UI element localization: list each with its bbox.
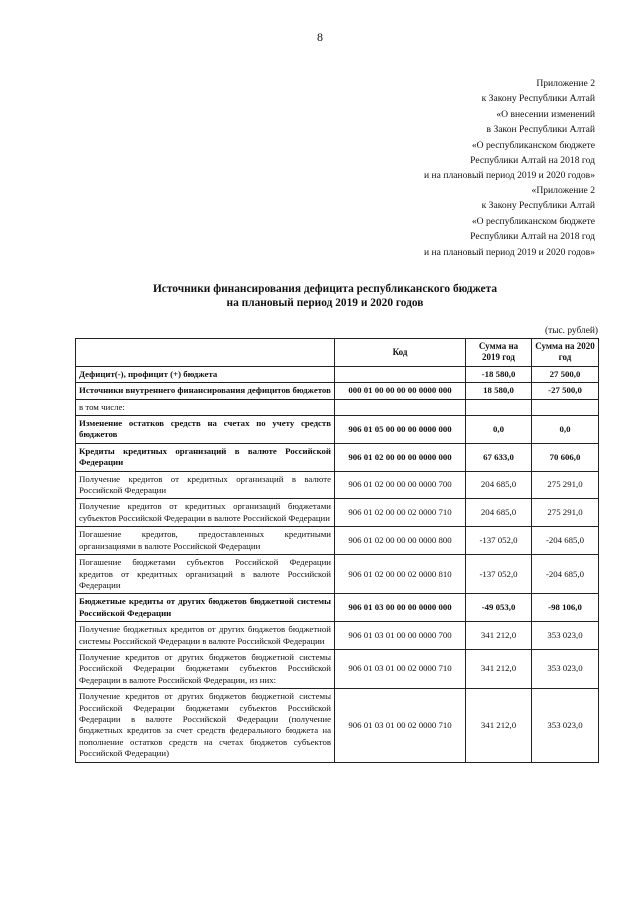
row-value-2020: 353 023,0	[532, 622, 599, 650]
row-code	[335, 366, 466, 382]
table-row	[76, 383, 599, 399]
row-value-2020: -204 685,0	[532, 555, 599, 594]
row-code: 906 01 03 01 00 02 0000 710	[335, 689, 466, 762]
annex-header-budget-law	[424, 183, 595, 260]
row-value-2020: -98 106,0	[532, 594, 599, 622]
row-name: Бюджетные кредиты от других бюджетов бюджетной системы Российской Федерации	[76, 594, 335, 622]
row-code: 906 01 02 00 00 00 0000 800	[335, 527, 466, 555]
annex-line: и на плановый период 2019 и 2020 годов»	[424, 246, 595, 258]
document-title	[60, 282, 590, 310]
row-code: 906 01 02 00 00 00 0000 700	[335, 471, 466, 499]
row-code: 906 01 03 01 00 00 0000 700	[335, 622, 466, 650]
row-value-2019: 341 212,0	[466, 622, 532, 650]
row-value-2020: 275 291,0	[532, 471, 599, 499]
annex-line: и на плановый период 2019 и 2020 годов»	[424, 170, 595, 182]
table-row	[76, 366, 599, 382]
row-value-2019: -49 053,0	[466, 594, 532, 622]
table-row	[76, 555, 599, 594]
row-value-2020: 70 606,0	[532, 443, 599, 471]
table-row	[76, 594, 599, 622]
row-value-2020: 353 023,0	[532, 649, 599, 688]
row-value-2020: -27 500,0	[532, 383, 599, 399]
table-row	[76, 399, 599, 415]
annex-line: к Закону Республики Алтай	[481, 200, 595, 212]
row-value-2019	[466, 399, 532, 415]
row-value-2019: -18 580,0	[466, 366, 532, 382]
row-value-2019: 204 685,0	[466, 499, 532, 527]
row-name: Изменение остатков средств на счетах по учету средств бюджетов	[76, 416, 335, 444]
row-value-2019: 67 633,0	[466, 443, 532, 471]
table-row	[76, 499, 599, 527]
row-code: 906 01 03 01 00 02 0000 710	[335, 649, 466, 688]
header-2020: Сумма на 2020 год	[532, 339, 599, 367]
annex-line: «О республиканском бюджете	[471, 215, 595, 227]
row-value-2020: 275 291,0	[532, 499, 599, 527]
row-name: Кредиты кредитных организаций в валюте Российской Федерации	[76, 443, 335, 471]
table-row	[76, 443, 599, 471]
annex-line: к Закону Республики Алтай	[481, 93, 595, 105]
row-code: 906 01 03 00 00 00 0000 000	[335, 594, 466, 622]
header-name	[76, 339, 335, 367]
row-value-2019: 0,0	[466, 416, 532, 444]
title-line-1: Источники финансирования дефицита республиканского бюджета	[152, 283, 498, 295]
annex-line: в Закон Республики Алтай	[486, 124, 595, 136]
row-value-2019: 341 212,0	[466, 649, 532, 688]
units-label: (тыс. рублей)	[544, 326, 598, 336]
page-number: 8	[317, 30, 323, 44]
table-header-row	[76, 339, 599, 367]
annex-line: Республики Алтай на 2018 год	[470, 155, 595, 167]
row-name: Погашение кредитов, предоставленных кредитными организациями в валюте Российской Федерации	[76, 527, 335, 555]
annex-header-amending-law	[424, 76, 595, 184]
row-value-2019: 18 580,0	[466, 383, 532, 399]
row-name: Получение кредитов от кредитных организаций в валюте Российской Федерации	[76, 471, 335, 499]
row-code: 000 01 00 00 00 00 0000 000	[335, 383, 466, 399]
table-row	[76, 689, 599, 762]
row-code	[335, 399, 466, 415]
table-row	[76, 471, 599, 499]
row-name: Получение бюджетных кредитов от других бюджетов бюджетной системы Российской Федерации в валюте Российской Федерации	[76, 622, 335, 650]
table-row	[76, 527, 599, 555]
row-value-2020: 27 500,0	[532, 366, 599, 382]
table-row	[76, 416, 599, 444]
table-row	[76, 649, 599, 688]
row-value-2019: -137 052,0	[466, 527, 532, 555]
row-code: 906 01 02 00 00 02 0000 710	[335, 499, 466, 527]
row-name: Источники внутреннего финансирования дефицитов бюджетов	[76, 383, 335, 399]
row-value-2020: 353 023,0	[532, 689, 599, 762]
annex-line: «О внесении изменений	[496, 108, 595, 120]
row-code: 906 01 02 00 00 00 0000 000	[335, 443, 466, 471]
row-name: Получение кредитов от других бюджетов бюджетной системы Российской Федерации бюджетами субъектов Российской Федерации в валюте Российской Федерации, из них:	[76, 649, 335, 688]
row-name: Получение кредитов от кредитных организаций бюджетами субъектов Российской Федерации в валюте Российской Федерации	[76, 499, 335, 527]
row-name: Погашение бюджетами субъектов Российской Федерации кредитов от кредитных организаций в валюте Российской Федерации	[76, 555, 335, 594]
row-name: Дефицит(-), профицит (+) бюджета	[76, 366, 335, 382]
row-value-2019: 204 685,0	[466, 471, 532, 499]
annex-line: «О республиканском бюджете	[471, 139, 595, 151]
row-value-2019: -137 052,0	[466, 555, 532, 594]
row-value-2019: 341 212,0	[466, 689, 532, 762]
row-code: 906 01 02 00 00 02 0000 810	[335, 555, 466, 594]
annex-line: Республики Алтай на 2018 год	[470, 231, 595, 243]
header-2019: Сумма на 2019 год	[466, 339, 532, 367]
row-value-2020	[532, 399, 599, 415]
table-row	[76, 622, 599, 650]
row-name: в том числе:	[76, 399, 335, 415]
title-line-2: на плановый период 2019 и 2020 годов	[226, 297, 424, 309]
row-value-2020: -204 685,0	[532, 527, 599, 555]
annex-line: Приложение 2	[536, 78, 595, 89]
header-code: Код	[335, 339, 466, 367]
annex-line: «Приложение 2	[531, 185, 595, 196]
financing-sources-table	[75, 338, 599, 763]
row-code: 906 01 05 00 00 00 0000 000	[335, 416, 466, 444]
row-name: Получение кредитов от других бюджетов бюджетной системы Российской Федерации бюджетами субъектов Российской Федерации в валюте Российской Федерации (получение бюджетных кредитов за счет средств федерального бюджета на пополнение остатков средств на счетах бюджетов субъектов Российской Федерации)	[76, 689, 335, 762]
row-value-2020: 0,0	[532, 416, 599, 444]
